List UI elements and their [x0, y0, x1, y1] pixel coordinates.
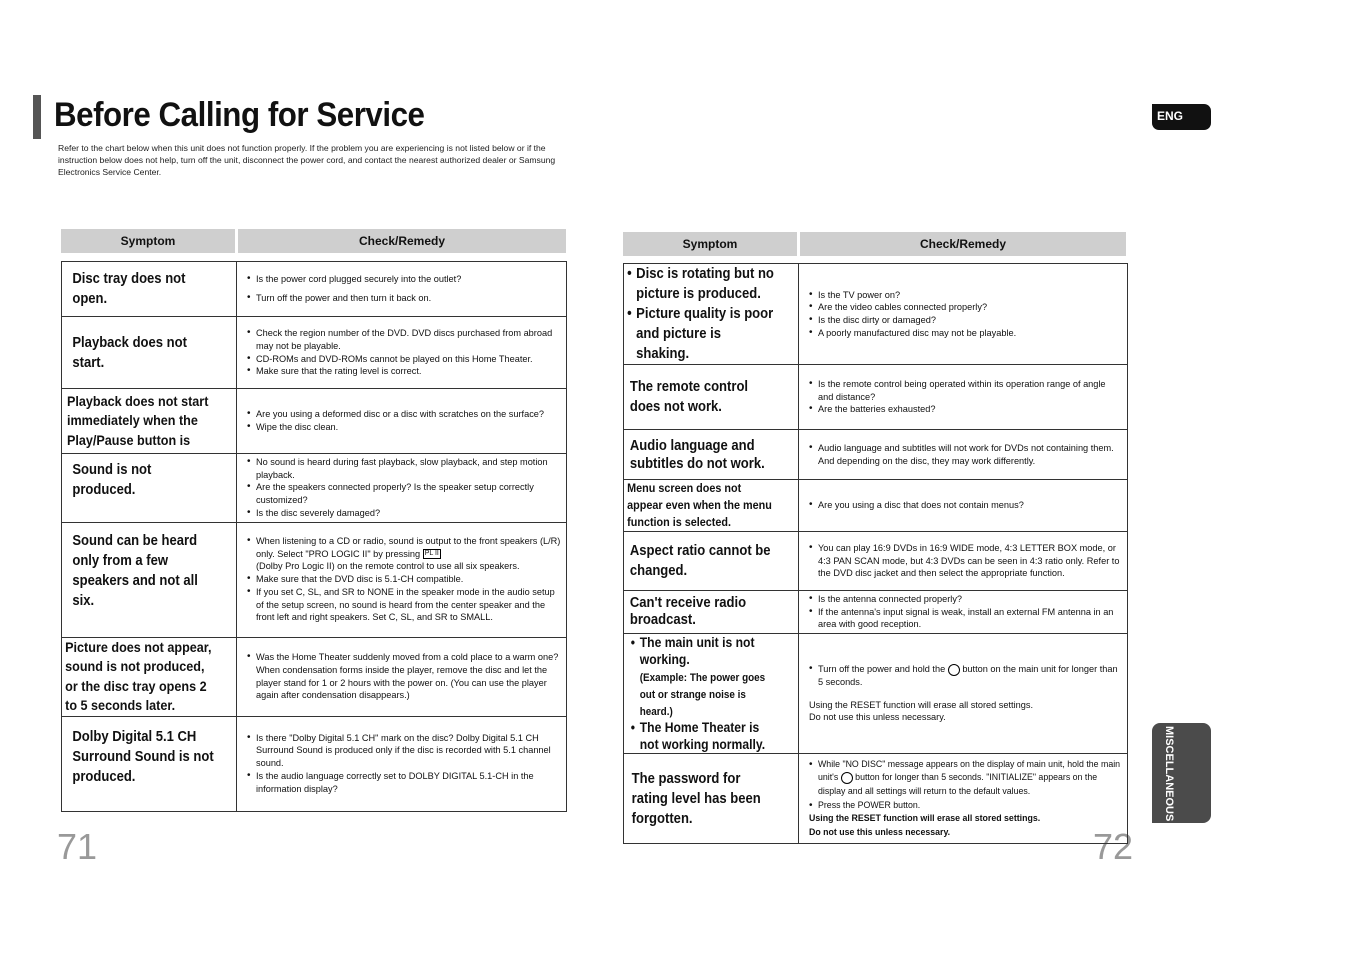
title-accent-bar [33, 95, 41, 139]
symptom-cell: Disc tray does not open. [62, 262, 220, 317]
page-number-left: 71 [57, 826, 98, 867]
symptom-cell [624, 634, 782, 754]
symptom-cell: Sound can be heard only from a few speakers and not all six. [62, 522, 220, 637]
symptom-cell: Playback does not start immediately when the Play/Pause button is [62, 389, 220, 454]
remedy-cell [799, 754, 1128, 844]
remedy-item: • Are you using a deformed disc or a disc with scratches on the surface? [247, 408, 562, 421]
table-row [62, 317, 567, 389]
language-badge: ENG [1152, 104, 1211, 130]
remedy-item: • Is there "Dolby Digital 5.1 CH" mark on the disc? Dolby Digital 5.1 CH Surround Sound is produced only if the disc is recorded with 5.1 channel sound. [247, 732, 562, 770]
table-row [624, 591, 1128, 634]
symptom-cell: Picture does not appear, sound is not produced, or the disc tray opens 2 to 5 seconds later. [62, 637, 220, 716]
remedy-cell [799, 264, 1128, 365]
symptom-cell: Sound is not produced. [62, 454, 220, 523]
symptom-cell: The password for rating level has been forgotten. [624, 754, 782, 844]
remedy-item: • If the antenna's input signal is weak, install an external FM antenna in an area with good reception. [809, 606, 1123, 631]
remedy-item: • Are the video cables connected properly? [809, 301, 1123, 314]
remedy-item: • Was the Home Theater suddenly moved from a cold place to a warm one? When condensation forms inside the player, remove the disc and let the player stand for 1 or 2 hours with the power on. (You can use the player again after condensation disappears.) [247, 651, 562, 702]
remedy-item: • Is the TV power on? [809, 289, 1123, 302]
table-row [62, 716, 567, 811]
remedy-item: • Make sure that the rating level is correct. [247, 365, 562, 378]
section-tab [1152, 723, 1211, 823]
remedy-cell [799, 532, 1128, 591]
remedy-item: • You can play 16:9 DVDs in 16:9 WIDE mode, 4:3 LETTER BOX mode, or 4:3 PAN SCAN mode, but 4:3 DVDs can be seen in 4:3 ratio only. Refer to the DVD disc jacket and then select the appropriate function. [809, 542, 1123, 580]
symptom-cell: Dolby Digital 5.1 CH Surround Sound is not produced. [62, 716, 220, 811]
reset-note: Using the RESET function will erase all stored settings. [809, 813, 1041, 824]
remedy-item: • Make sure that the DVD disc is 5.1-CH compatible. [247, 573, 562, 586]
intro-text: Refer to the chart below when this unit does not function properly. If the problem you are experiencing is not listed below or if the instruction below does not help, turn off the unit, disconnect the power cord, and contact the nearest authorized dealer or Samsung Electronics Service Center. [58, 143, 556, 177]
remedy-item: • CD-ROMs and DVD-ROMs cannot be played on this Home Theater. [247, 353, 562, 366]
remedy-cell [237, 716, 567, 811]
reset-warning: Do not use this unless necessary. [809, 712, 946, 723]
remedy-text: button for longer than 5 seconds. "INITIALIZE" appears on the display and all settings will return to the default values. [818, 772, 1098, 797]
remedy-item: • Press the POWER button. [809, 799, 1123, 813]
remedy-header: Check/Remedy [800, 232, 1126, 256]
remedy-item: • Is the audio language correctly set to DOLBY DIGITAL 5.1-CH in the information display? [247, 770, 562, 795]
symptom-item [630, 634, 777, 719]
remedy-header: Check/Remedy [238, 229, 566, 253]
left-troubleshooting-table [61, 261, 567, 812]
left-table-header [61, 229, 566, 253]
remedy-item: • Are you using a disc that does not contain menus? [809, 499, 1123, 512]
remedy-cell [799, 430, 1128, 480]
remedy-item: • No sound is heard during fast playback, slow playback, and step motion playback. [247, 456, 562, 481]
power-button-icon [948, 664, 960, 676]
table-row [62, 522, 567, 637]
symptom-text: The main unit is not working. [639, 635, 754, 668]
remedy-item [809, 663, 1123, 688]
symptom-item: • Picture quality is poor and picture is shaking. [627, 304, 777, 364]
remedy-item [247, 535, 562, 573]
remedy-cell [237, 522, 567, 637]
remedy-item: • Is the remote control being operated within its operation range of angle and distance? [809, 378, 1123, 403]
table-row [62, 454, 567, 523]
remedy-item: • Check the region number of the DVD. DVD discs purchased from abroad may not be playable. [247, 327, 562, 352]
table-row [62, 262, 567, 317]
table-row [624, 754, 1128, 844]
remedy-cell [237, 637, 567, 716]
remedy-item: • Are the batteries exhausted? [809, 403, 1123, 416]
remedy-text: While "NO DISC" message appears on the display of main unit, hold the main unit's [818, 758, 1121, 783]
remedy-cell [237, 454, 567, 523]
right-table-header [623, 232, 1126, 256]
table-row [624, 365, 1128, 430]
page-title: Before Calling for Service [54, 96, 425, 134]
remedy-item: • If you set C, SL, and SR to NONE in the speaker mode in the audio setup of the setup screen, no sound is heard from the center speaker and the front left and right speakers. Set C, SL, and SR to SMALL. [247, 586, 562, 624]
remedy-cell [799, 591, 1128, 634]
remedy-item: • Is the disc dirty or damaged? [809, 314, 1123, 327]
remedy-cell [237, 389, 567, 454]
remedy-cell [237, 317, 567, 389]
table-row [624, 480, 1128, 532]
remedy-text: button on the main unit for longer than 5 seconds. [818, 664, 1118, 687]
remedy-item: • Is the antenna connected properly? [809, 593, 1123, 606]
remedy-item: • Wipe the disc clean. [247, 421, 562, 434]
right-troubleshooting-table [623, 263, 1128, 844]
pro-logic-icon: PL II [424, 550, 439, 558]
reset-note: Using the RESET function will erase all stored settings. [809, 699, 1034, 710]
remedy-item: • Are the speakers connected properly? Is the speaker setup correctly customized? [247, 481, 562, 506]
symptom-cell: Can't receive radio broadcast. [624, 591, 782, 634]
symptom-header: Symptom [623, 232, 797, 256]
symptom-item: • The Home Theater is not working normally. [630, 719, 777, 753]
remedy-item: • Is the power cord plugged securely into the outlet? [247, 273, 562, 286]
remedy-cell [799, 365, 1128, 430]
remedy-item: • Is the disc severely damaged? [247, 507, 562, 520]
remedy-cell [237, 262, 567, 317]
symptom-example: (Example: The power goes out or strange noise is heard.) [639, 672, 765, 719]
section-tab-label: MISCELLANEOUS [1163, 726, 1175, 822]
remedy-item: • Audio language and subtitles will not work for DVDs not containing them. And depending on the disc, they may work differently. [809, 442, 1123, 467]
table-row [62, 389, 567, 454]
symptom-item: • Disc is rotating but no picture is produced. [627, 264, 777, 304]
remedy-text: When listening to a CD or radio, sound is output to the front speakers (L/R) only. Select "PRO LOGIC II" by pressing [256, 536, 561, 559]
remedy-cell [799, 480, 1128, 532]
symptom-cell: Audio language and subtitles do not work. [624, 430, 782, 480]
symptom-cell [624, 264, 782, 365]
table-row [624, 634, 1128, 754]
remedy-cell [799, 634, 1128, 754]
table-row [624, 264, 1128, 365]
symptom-cell: Menu screen does not appear even when the menu function is selected. [624, 480, 782, 532]
symptom-cell: Aspect ratio cannot be changed. [624, 532, 782, 591]
table-row [62, 637, 567, 716]
symptom-cell: Playback does not start. [62, 317, 220, 389]
remedy-item [809, 758, 1123, 799]
remedy-text: Turn off the power and hold the [818, 664, 946, 675]
stop-button-icon [841, 772, 853, 784]
remedy-item: • A poorly manufactured disc may not be playable. [809, 327, 1123, 340]
remedy-text: (Dolby Pro Logic II) on the remote control to use all six speakers. [256, 561, 520, 572]
reset-warning: Do not use this unless necessary. [809, 826, 951, 837]
symptom-header: Symptom [61, 229, 235, 253]
table-row [624, 532, 1128, 591]
remedy-item: • Turn off the power and then turn it back on. [247, 292, 562, 305]
symptom-cell: The remote control does not work. [624, 365, 782, 430]
table-row [624, 430, 1128, 480]
page-number-right: 72 [1093, 826, 1134, 867]
